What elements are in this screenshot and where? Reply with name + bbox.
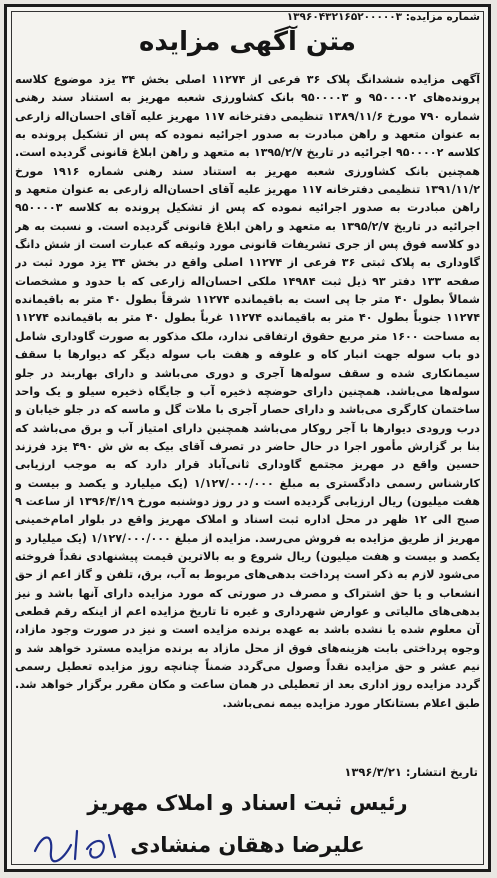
publish-date: تاریخ انتشار: ۱۳۹۶/۳/۲۱: [344, 765, 478, 779]
signer-title: رئیس ثبت اسناد و املاک مهریز: [87, 791, 408, 815]
notice-title: متن آگهی مزایده: [138, 27, 357, 57]
handwritten-signature: [29, 821, 125, 867]
auction-notice: [4, 4, 491, 872]
signer-name: علیرضا دهقان منشادی: [130, 833, 365, 857]
notice-body: آگهی مزایده ششدانگ پلاک ۳۶ فرعی از ۱۱۲۷۴ اصلی بخش ۳۴ یزد موضوع کلاسه پرونده‌های ۹۵۰۰۰۰۲ و ۹۵۰۰۰۰۳ بانک کشاورزی شعبه مهریز به استناد سند رهنی شماره ۷۹۰ مورخ ۱۳۸۹/۱۱/۶ تنظیمی دفترخانه ۱۱۷ مهریز علیه آقای احسان‌اله زارعی به عنوان متعهد و راهن مبادرت به صدور اجرائیه نموده که پس از تشکیل پرونده به کلاسه ۹۵۰۰۰۰۲ اجرائیه در تاریخ ۱۳۹۵/۲/۷ به متعهد و راهن ابلاغ قانونی گردیده است. همچنین بانک کشاورزی شعبه مهریز به استناد سند رهنی شماره ۱۹۱۶ مورخ ۱۳۹۱/۱۱/۲ تنظیمی دفترخانه ۱۱۷ مهریز علیه آقای احسان‌اله زارعی به عنوان متعهد و راهن مبادرت به صدور اجرائیه نموده که پس از تشکیل پرونده به کلاسه ۹۵۰۰۰۰۳ اجرائیه در تاریخ ۱۳۹۵/۲/۷ به متعهد و راهن ابلاغ قانونی گردیده است. و نسبت به هر دو کلاسه فوق پس از جری تشریفات قانونی مورد وثیقه که عبارت است از شش دانگ گاوداری به پلاک ثبتی ۳۶ فرعی از ۱۱۲۷۴ اصلی واقع در بخش ۳۴ یزد مورد ثبت در صفحه ۱۳۳ دفتر ۹۳ ذیل ثبت ۱۴۹۸۴ ملکی احسان‌اله زارعی که با حدود و مشخصات شمالاً بطول ۴۰ متر جا پی است به باقیمانده ۱۱۲۷۴ شرقاً بطول ۴۰ متر به باقیمانده ۱۱۲۷۴ جنوباً بطول ۴۰ متر به باقیمانده ۱۱۲۷۴ غرباً بطول ۴۰ متر به باقیمانده ۱۱۲۷۴ به مساحت ۱۶۰۰ متر مربع حقوق ارتفاقی ندارد، ملک مذکور به صورت گاوداری شامل دو باب سوله جهت انبار کاه و علوفه و هفت باب سوله دیگر که دیوارها با سقف سیمانکاری شده و سقف سوله‌ها آجری و دوری می‌باشد و دارای بهاربند در جلو سوله‌ها می‌باشد. همچنین دارای حوضچه ذخیره آب و جایگاه ذخیره سیلو و یک واحد ساختمان کارگری می‌باشد و دارای حصار آجری با ملات گل و ماسه که در جلو خیابان و درب ورودی دیوارها با آجر روکار می‌باشد همچنین دارای امتیاز آب و برق می‌باشد که بنا بر گزارش مأمور اجرا در حال حاضر در تصرف آقای بیک به ش ش ۴۹۰ یزد فرزند حسین واقع در مهریز مجتمع گاوداری ثانی‌آباد قرار دارد که به موجب ارزیابی کارشناس رسمی دادگستری به مبلغ ۱/۱۲۷/۰۰۰/۰۰۰ (یک میلیارد و یکصد و بیست و هفت میلیون) ریال ارزیابی گردیده است و در روز دوشنبه مورخ ۱۳۹۶/۴/۱۹ از ساعت ۹ صبح الی ۱۲ ظهر در محل اداره ثبت اسناد و املاک مهریز واقع در بلوار امام‌خمینی مهریز از طریق مزایده به فروش می‌رسد. مزایده از مبلغ ۱/۱۲۷/۰۰۰/۰۰۰ (یک میلیارد و یکصد و بیست و هفت میلیون) ریال شروع و به بالاترین قیمت پیشنهادی نقداً فروخته می‌شود لازم به ذکر است پرداخت بدهی‌های مربوط به آب، برق، تلفن و گاز اعم از حق انشعاب و یا حق اشتراک و مصرف در صورتی که مورد مزایده دارای آنها باشد و نیز بدهی‌های مالیاتی و عوارض شهرداری و غیره تا تاریخ مزایده اعم از اینکه رقم قطعی آن معلوم شده یا نشده باشد به عهده برنده مزایده است و نیز در صورت وجود مازاد، وجوه پرداختی بابت هزینه‌های فوق از محل مازاد به برنده مزایده مسترد خواهد شد و نیم عشر و حق مزایده نقداً وصول می‌گردد ضمناً چنانچه روز مزایده تعطیل رسمی گردد مزایده روز اداری بعد از تعطیلی در همان ساعت و مکان مقرر برگزار خواهد شد. طبق اعلام بستانکار مورد مزایده بیمه نمی‌باشد.: [15, 73, 480, 710]
auction-number: شماره مزایده: ۱۳۹۶۰۴۳۲۱۶۵۲۰۰۰۰۰۳: [286, 11, 480, 23]
